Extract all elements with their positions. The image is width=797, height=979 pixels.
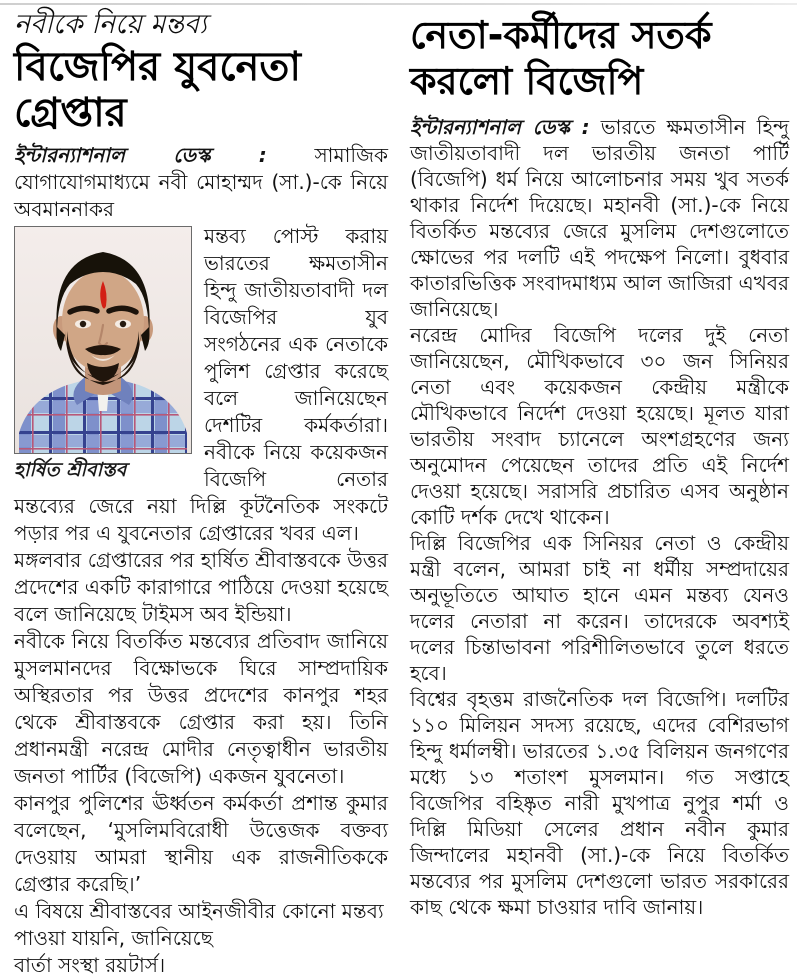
left-article-kicker: নবীকে নিয়ে মন্তব্য bbox=[14, 9, 207, 40]
left-article bbox=[14, 8, 388, 977]
left-article-paragraph: এ বিষয়ে শ্রীবাস্তবের আইনজীবীর কোনো মন্তব্য পাওয়া যায়নি, জানিয়েছে bbox=[14, 899, 384, 950]
top-rule bbox=[0, 3, 797, 5]
right-article-paragraph: বিশ্বের বৃহত্তম রাজনৈতিক দল বিজেপি। দলটির ১১০ মিলিয়ন সদস্য রয়েছে, এদের বেশিরভাগ হিন্দু ধর্মালম্বী। ভারতের ১.৩৫ বিলিয়ন জনগণের মধ্যে ১৩ শতাংশ মুসলমান। গত সপ্তাহে বিজেপির বহিষ্কৃত নারী মুখপাত্র নুপুর শর্মা ও দিল্লি মিডিয়া সেলের প্রধান নবীন কুমার জিন্দালের মহানবী (সা.)-কে নিয়ে বিতর্কিত মন্তব্যের পর মুসলিম দেশগুলো ভারত সরকারের কাছ থেকে ক্ষমা চাওয়ার দাবি জানায়। bbox=[410, 687, 789, 919]
photo-caption: হার্ষিত শ্রীবাস্তব bbox=[14, 459, 127, 481]
left-article-intro-paragraph bbox=[14, 142, 388, 223]
right-article-dateline: ইন্টারন্যাশনাল ডেস্ক : bbox=[410, 115, 590, 139]
page-columns bbox=[14, 8, 790, 977]
left-article-intro-text: সামাজিক যোগাযোগমাধ্যমে নবী মোহাম্মদ (সা.)-কে নিয়ে অবমাননাকর bbox=[14, 143, 388, 221]
right-article-headline: নেতা-কর্মীদের সতর্ক করলো বিজেপি bbox=[410, 13, 712, 103]
left-article-dateline: ইন্টারন্যাশনাল ডেস্ক : bbox=[14, 143, 267, 167]
right-article-intro-paragraph bbox=[410, 114, 789, 322]
right-article-paragraph: দিল্লি বিজেপির এক সিনিয়র নেতা ও কেন্দ্রীয় মন্ত্রী বলেন, আমরা চাই না ধর্মীয় সম্প্রদায়ের অনুভূতিতে আঘাত হানে এমন মন্তব্য যেনও দলের নেতারা না করেন। তাদেরকে অবশ্যই দলের চিন্তাভাবনা পরিশীলিতভাবে তুলে ধরতে হবে। bbox=[410, 531, 789, 685]
left-article-paragraph: নবীকে নিয়ে বিতর্কিত মন্তব্যের প্রতিবাদ জানিয়ে মুসলমানদের বিক্ষোভকে ঘিরে সাম্প্রদায়িক অস্থিরতার পর উত্তর প্রদেশের কানপুর শহর থেকে শ্রীবাস্তবকে গ্রেপ্তার করা হয়। তিনি প্রধানমন্ত্রী নরেন্দ্র মোদীর নেতৃত্বাধীন ভারতীয় জনতা পার্টির (বিজেপি) একজন যুবনেতা। bbox=[14, 629, 388, 788]
left-article-headline: বিজেপির যুবনেতা গ্রেপ্তার bbox=[14, 44, 301, 136]
right-article-body bbox=[410, 114, 789, 920]
photo-figure bbox=[14, 226, 192, 482]
right-article bbox=[410, 8, 790, 919]
right-article-paragraph: নরেন্দ্র মোদির বিজেপি দলের দুই নেতা জানিয়েছেন, মৌখিকভাবে ৩০ জন সিনিয়র নেতা এবং কয়েকজন কেন্দ্রীয় মন্ত্রীকে মৌখিকভাবে নির্দেশ দেওয়া হয়েছে। মূলত যারা ভারতীয় সংবাদ চ্যানেলে অংশগ্রহণের জন্য অনুমোদন পেয়েছেন তাদের প্রতি এই নির্দেশ দেওয়া হয়েছে। সরাসরি প্রচারিত এসব অনুষ্ঠান কোটি দর্শক দেখে থাকেন। bbox=[410, 323, 789, 529]
portrait-photo bbox=[14, 226, 192, 454]
left-article-body bbox=[14, 142, 388, 979]
left-article-paragraph: মঙ্গলবার গ্রেপ্তারের পর হার্ষিত শ্রীবাস্তবকে উত্তর প্রদেশের একটি কারাগারে পাঠিয়ে দেওয়া হয়েছে বলে জানিয়েছে টাইমস অব ইন্ডিয়া। bbox=[14, 548, 388, 626]
left-article-paragraph: কানপুর পুলিশের ঊর্ধ্বতন কর্মকর্তা প্রশান্ত কুমার বলেছেন, ‘মুসলিমবিরোধী উত্তেজক বক্তব্য দেওয়ায় আমরা স্থানীয় এক রাজনীতিককে গ্রেপ্তার করেছি।’ bbox=[14, 791, 388, 896]
left-article-wrap-paragraph: মন্তব্য পোস্ট করায় ভারতের ক্ষমতাসীন হিন্দু জাতীয়তাবাদী দল বিজেপির যুব সংগঠনের এক নেতাকে পুলিশ গ্রেপ্তার করেছে বলে জানিয়েছেন দেশটির কর্মকর্তারা। নবীকে নিয়ে কয়েকজন বিজেপি নেতার মন্তব্যের জেরে নয়া দিল্লি কূটনৈতিক সংকটে পড়ার পর এ যুবনেতার গ্রেপ্তারের খবর এল। bbox=[14, 224, 388, 545]
right-article-intro-text: ভারতে ক্ষমতাসীন হিন্দু জাতীয়তাবাদী দল ভারতীয় জনতা পার্টি (বিজেপি) ধর্ম নিয়ে আলোচনার সময় খুব সতর্ক থাকার নির্দেশ দিয়েছে। মহানবী (সা.)-কে নিয়ে বিতর্কিত মন্তব্যের জেরে মুসলিম দেশগুলোতে ক্ষোভের পর দলটি এই পদক্ষেপ নিলো। বুধবার কাতারভিত্তিক সংবাদমাধ্যম আল জাজিরা এখবর জানিয়েছে। bbox=[410, 115, 790, 321]
left-article-paragraph: বার্তা সংস্থা রয়টার্স। bbox=[14, 953, 166, 977]
